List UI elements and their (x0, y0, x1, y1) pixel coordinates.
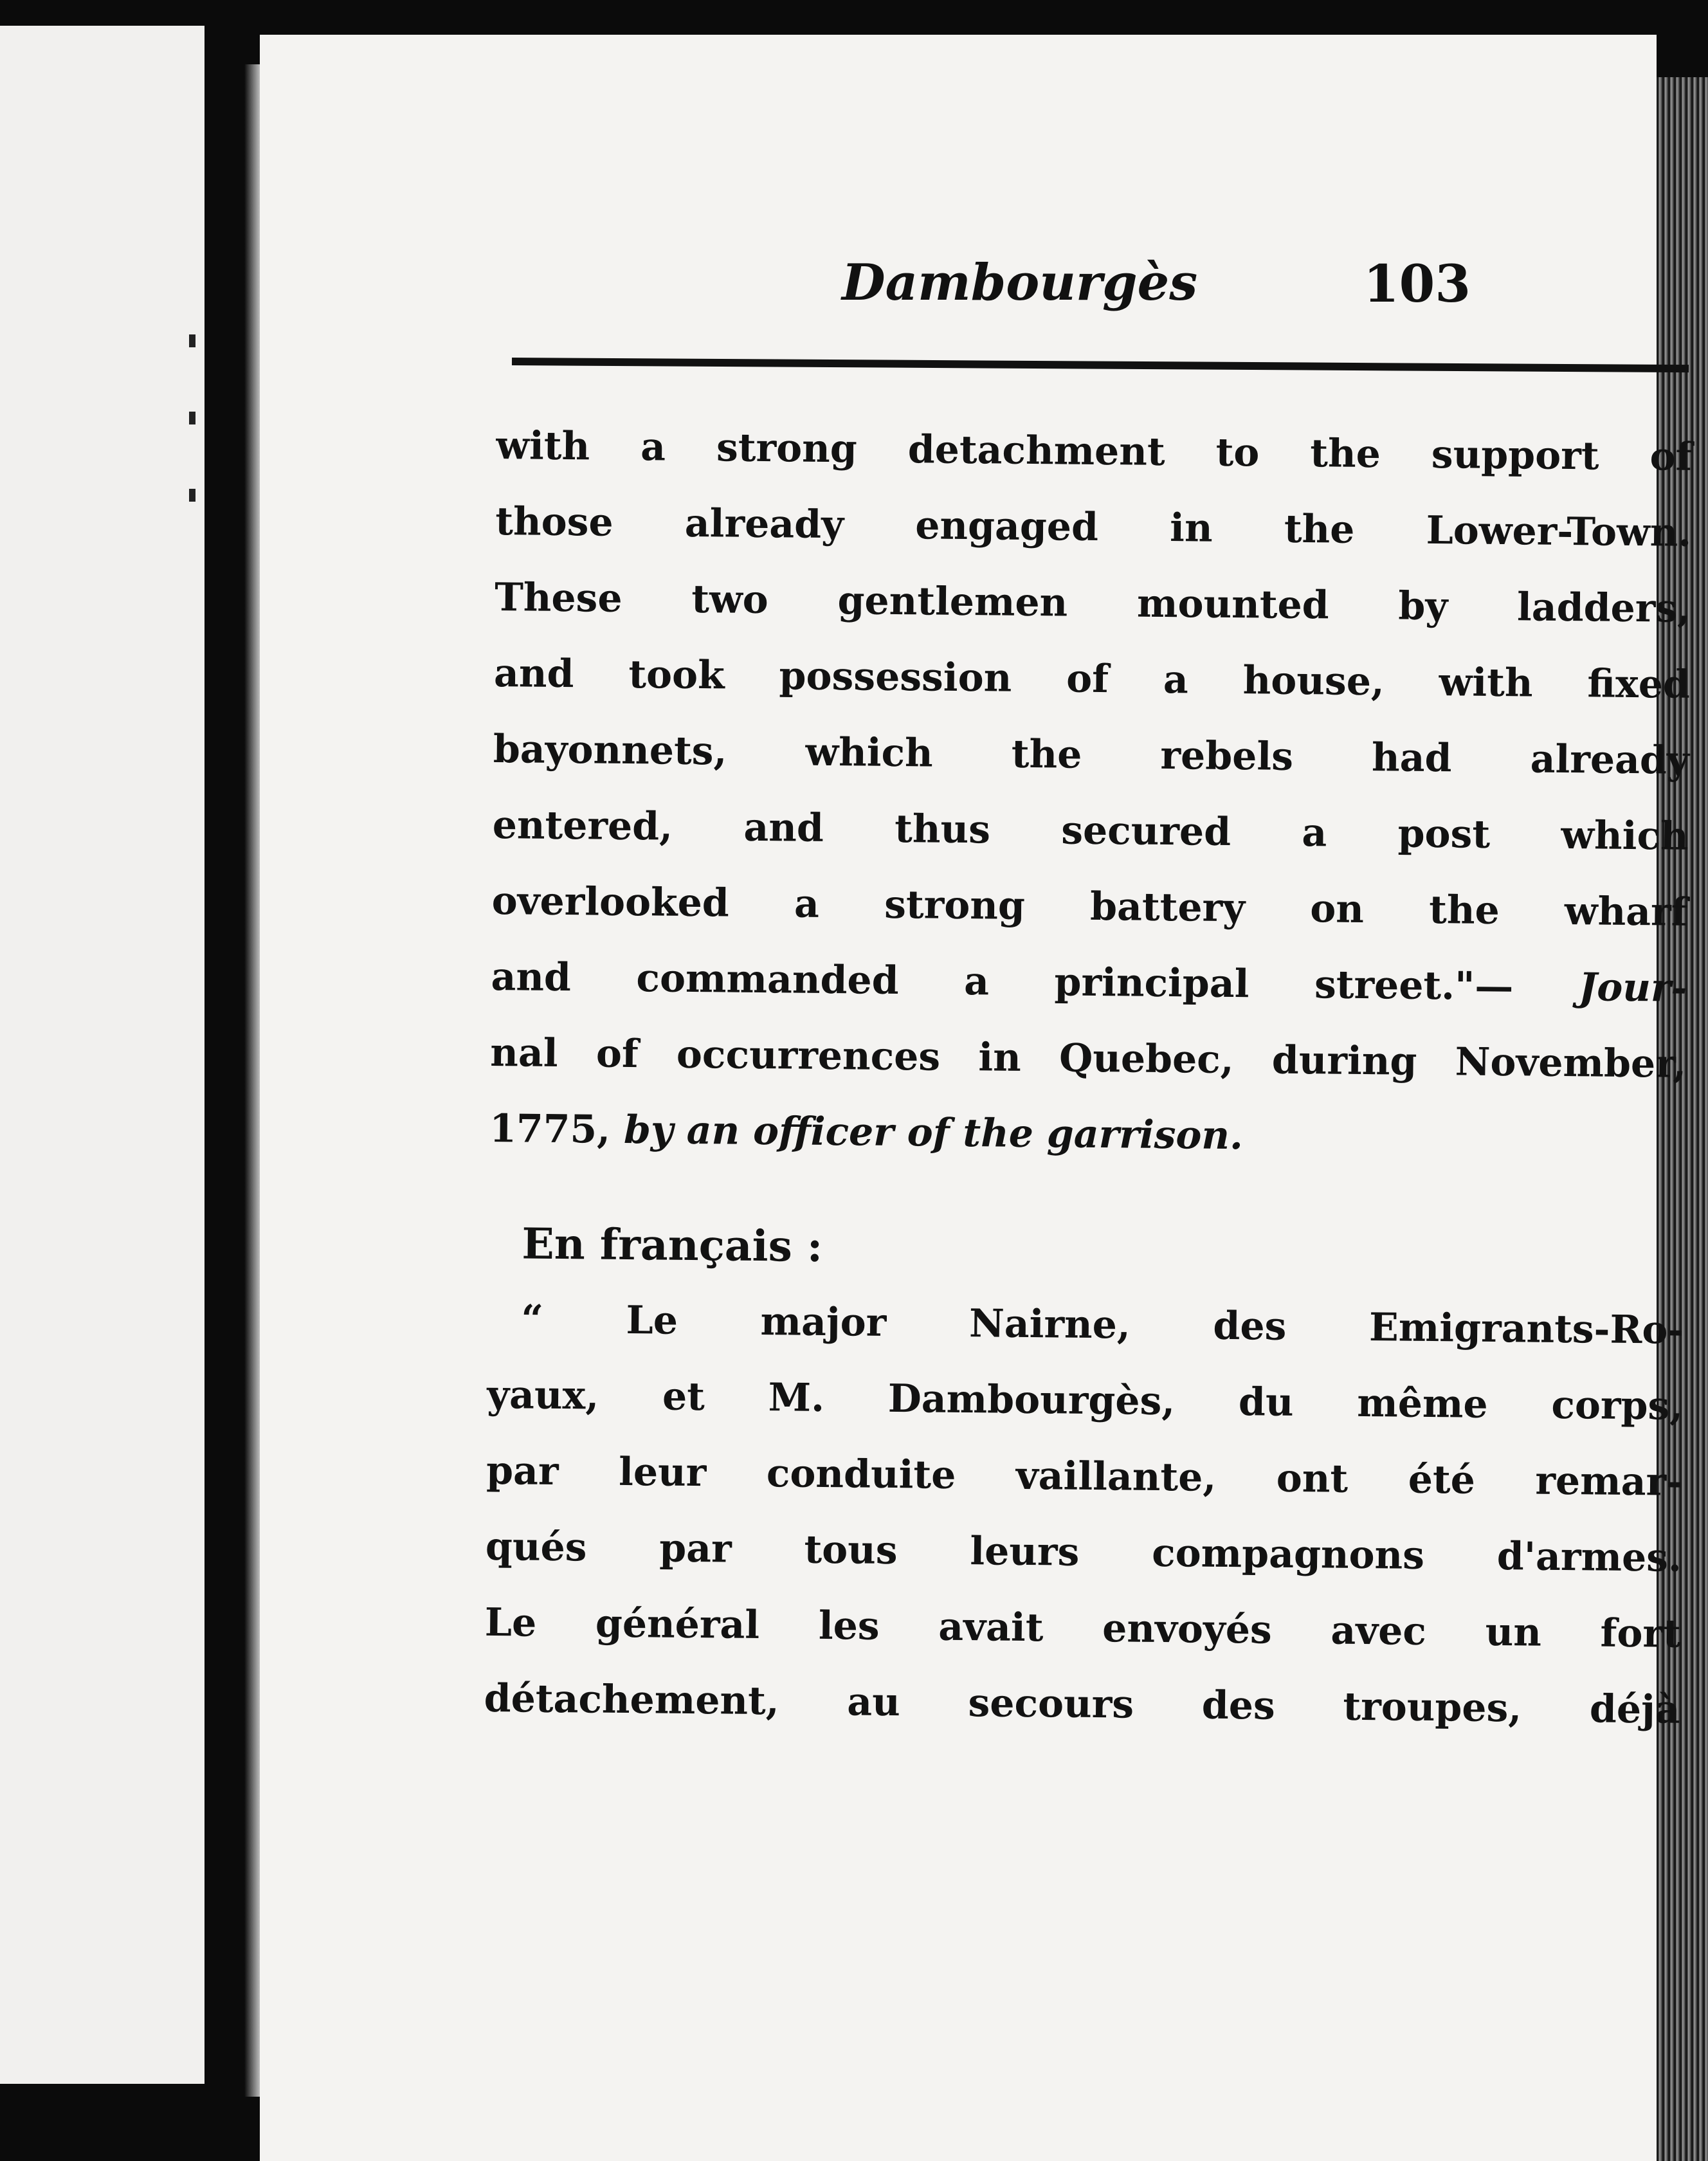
header-rule (512, 358, 1689, 372)
text-line: These two gentlemen mounted by ladders, (494, 574, 1691, 632)
text-line: détachement, au secours des troupes, déjà (484, 1675, 1680, 1733)
text-line: qués par tous leurs compagnons d'armes. (485, 1524, 1682, 1581)
text-line: those already engaged in the Lower-Town. (495, 498, 1692, 556)
text-line: “ Le major Nairne, des Emigrants-Ro- (521, 1297, 1684, 1353)
left-page-print-marks (185, 334, 197, 785)
text-line (491, 939, 1687, 1026)
citation-line: nal of occurrences in Quebec, during November, (490, 1030, 1687, 1087)
text-line: and took possession of a house, with fixed (493, 650, 1691, 707)
citation-line (489, 1091, 1686, 1178)
section-heading-french: En français : (522, 1218, 823, 1272)
citation-end: by an officer of the garrison. (623, 1107, 1244, 1159)
book-gutter (204, 0, 260, 2161)
page-header (260, 253, 1657, 356)
right-page (260, 35, 1693, 2161)
text-line: bayonnets, which the rebels had already (493, 726, 1690, 783)
left-page-fragment (0, 26, 204, 2084)
quote-end-text: and commanded a principal street."— (491, 954, 1514, 1010)
running-title: Dambourgès (842, 253, 1198, 312)
text-line: par leur conduite vaillante, ont été remar- (486, 1448, 1683, 1505)
page-body (484, 408, 1693, 1748)
text-line: yaux, et M. Dambourgès, du même corps, (486, 1372, 1684, 1429)
citation-year: 1775, (489, 1106, 611, 1153)
text-line: overlooked a strong battery on the wharf (491, 878, 1688, 935)
page-number: 103 (1363, 253, 1471, 314)
text-line: entered, and thus secured a post which (492, 802, 1689, 859)
text-line: Le général les avait envoyés avec un fort (484, 1600, 1682, 1657)
citation-start: Jour- (1578, 965, 1687, 1011)
text-line: with a strong detachment to the support of (496, 423, 1693, 480)
